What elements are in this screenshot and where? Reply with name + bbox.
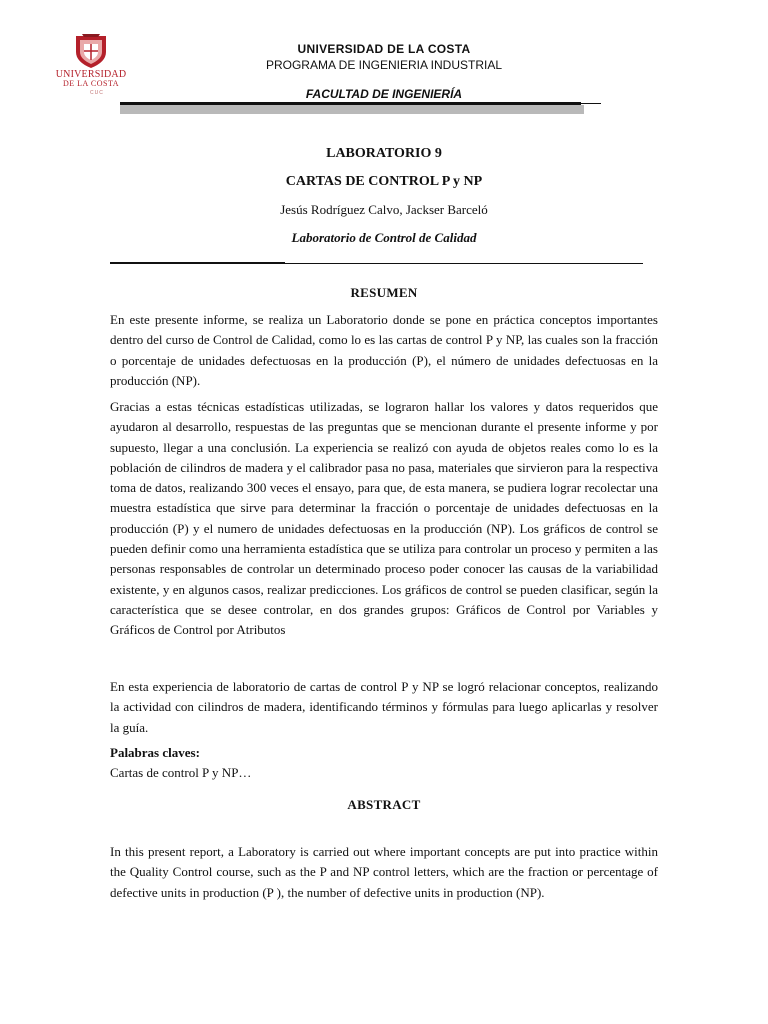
keywords-value: Cartas de control P y NP… [110, 765, 252, 780]
keywords-label: Palabras claves: [110, 745, 200, 760]
abstract-paragraph: In this present report, a Laboratory is carried out where important concepts are put into practice within the Quality Control course, such as the P and NP control letters, which are the fraction or percentage of defective units in production (P ), the number of defective units in production (NP). [110, 844, 658, 900]
header-divider-extension [581, 103, 601, 104]
resumen-paragraph-2: Gracias a estas técnicas estadísticas utilizadas, se lograron hallar los valores y datos requeridos que ayudaron al desarrollo, respuestas de las preguntas que se mencionan durante el presente informe y por supuesto, llegar a una conclusión. La experiencia se realizó con ayuda de objetos reales como lo es la población de cilindros de madera y el calibrador pasa no pasa, materiales que sirvieron para la respectiva toma de datos, realizando 300 veces el ensayo, para que, de esta manera, se pudiera lograr recolectar una muestra estadística que sirve para determinar la fracción o porcentaje de unidades defectuosas en la producción (P) y el numero de unidades defectuosas en la producción (NP). Los gráficos de control se pueden definir como una herramienta estadística que se utiliza para controlar un proceso y permiten a las personas responsables de controlar un determinado proceso poder conocer las causas de la variabilidad existente, y en algunos casos, realizar predicciones. Los gráficos de control se pueden clasificar, según la característica que se desee controlar, en dos grandes grupos: Gráficos de Control por Variables y Gráficos de Control por Atributos [110, 399, 658, 638]
lab-number: LABORATORIO 9 [326, 146, 442, 161]
authors: Jesús Rodríguez Calvo, Jackser Barceló [280, 202, 488, 217]
faculty-name: FACULTAD DE INGENIERÍA [305, 87, 463, 101]
title-divider-right [285, 263, 643, 264]
program-name: PROGRAMA DE INGENIERIA INDUSTRIAL [265, 58, 503, 72]
logo-line-2: DE LA COSTA [63, 79, 119, 88]
logo-tag: CUC [90, 90, 104, 96]
resumen-paragraph-1: En este presente informe, se realiza un Laboratorio donde se pone en práctica conceptos importantes dentro del curso de Control de Calidad, como lo es las cartas de control P y NP, las cuales son la fracción o porcentaje de unidades defectuosas en la producción (P), el número de unidades defectuosas en la producción (NP). [110, 312, 658, 388]
logo-line-1: UNIVERSIDAD [55, 69, 127, 80]
course-name: Laboratorio de Control de Calidad [291, 230, 477, 245]
title-divider-left [110, 262, 285, 264]
resumen-paragraph-3: En esta experiencia de laboratorio de cartas de control P y NP se logró relacionar conceptos, realizando la actividad con cilindros de madera, identificando términos y fórmulas para luego aplicarlas y resolver la guía. [110, 679, 658, 735]
logo-wordmark [54, 70, 128, 88]
university-name: UNIVERSIDAD DE LA COSTA [297, 42, 471, 56]
document-title: CARTAS DE CONTROL P y NP [285, 174, 483, 189]
resumen-heading: RESUMEN [350, 285, 418, 300]
header-shadow-bar [120, 105, 584, 114]
abstract-heading: ABSTRACT [347, 797, 421, 812]
